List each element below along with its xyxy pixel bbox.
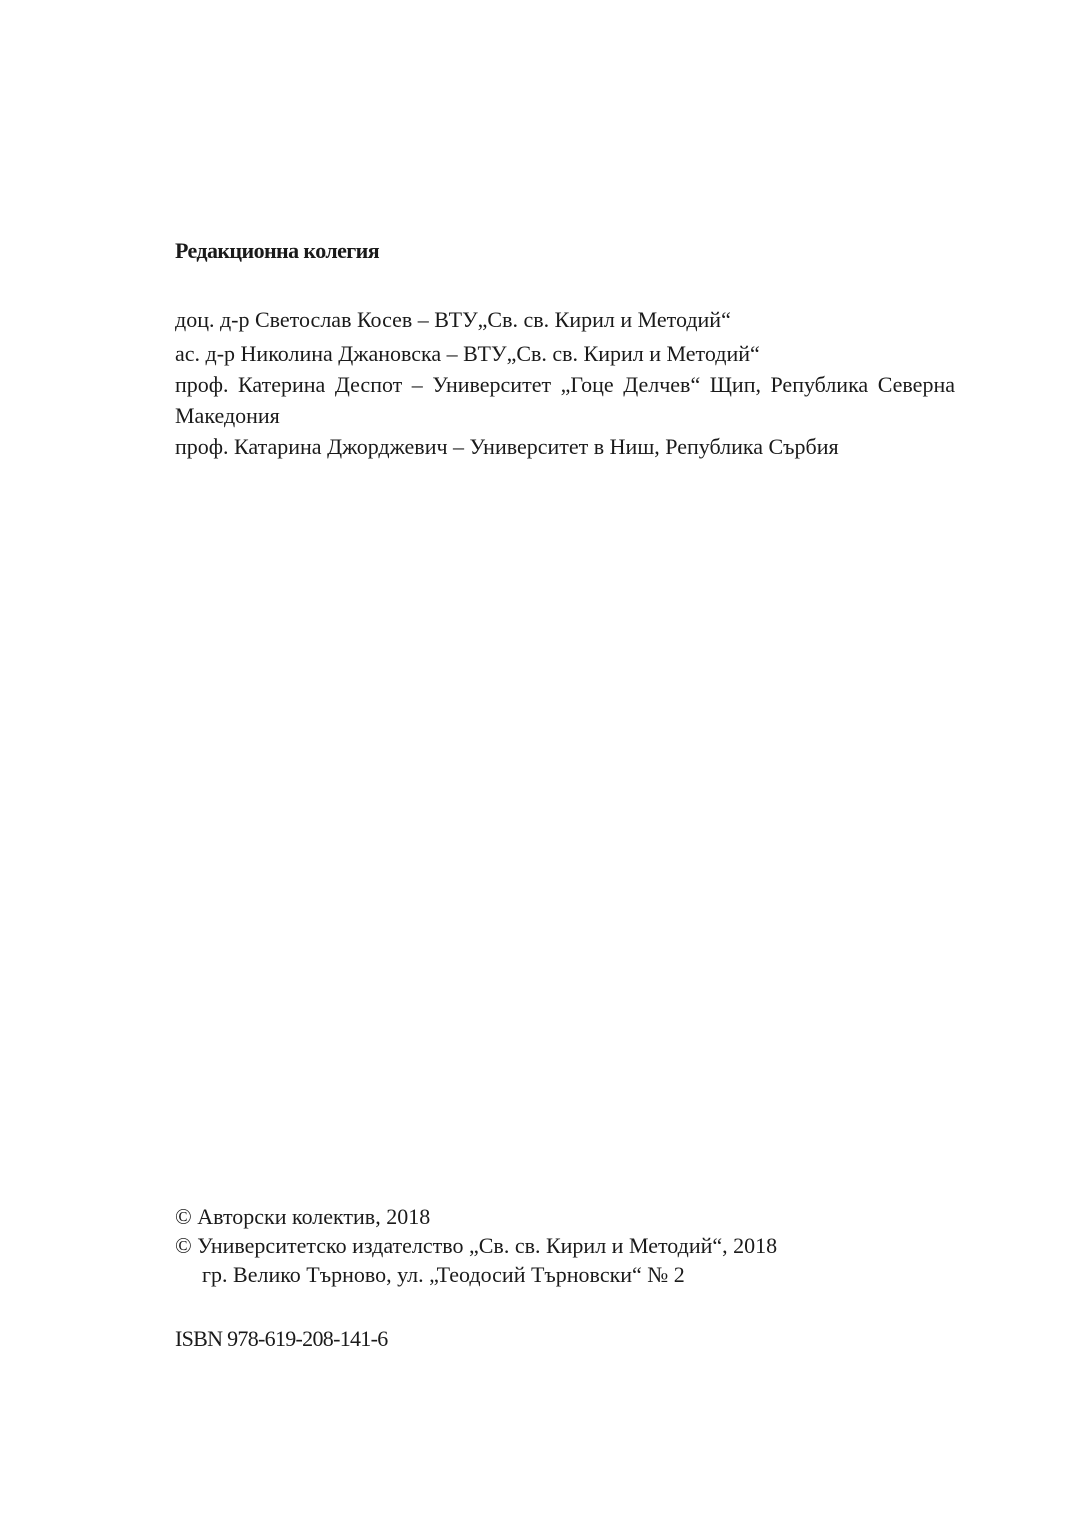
isbn-number: ISBN 978-619-208-141-6 — [175, 1326, 388, 1351]
board-member: проф. Катарина Джорджевич – Университет в Ниш, Република Сърбия — [175, 434, 839, 459]
board-member: ас. д-р Николина Джановска – ВТУ„Св. св. Кирил и Методий“ — [175, 341, 760, 366]
publisher-address: гр. Велико Търново, ул. „Теодосий Търновски“ № 2 — [202, 1262, 685, 1287]
editorial-board-list — [175, 304, 955, 462]
copyright-block — [175, 1202, 777, 1289]
copyright-authors: © Авторски колектив, 2018 — [175, 1204, 431, 1229]
board-member: проф. Катерина Деспот – Университет „Гоце Делчев“ Щип, Република Северна Македония — [175, 372, 955, 428]
board-member: доц. д-р Светослав Косев – ВТУ„Св. св. Кирил и Методий“ — [175, 307, 731, 332]
copyright-publisher: © Университетско издателство „Св. св. Кирил и Методий“, 2018 — [175, 1233, 778, 1258]
editorial-board-heading: Редакционна колегия — [175, 238, 380, 263]
